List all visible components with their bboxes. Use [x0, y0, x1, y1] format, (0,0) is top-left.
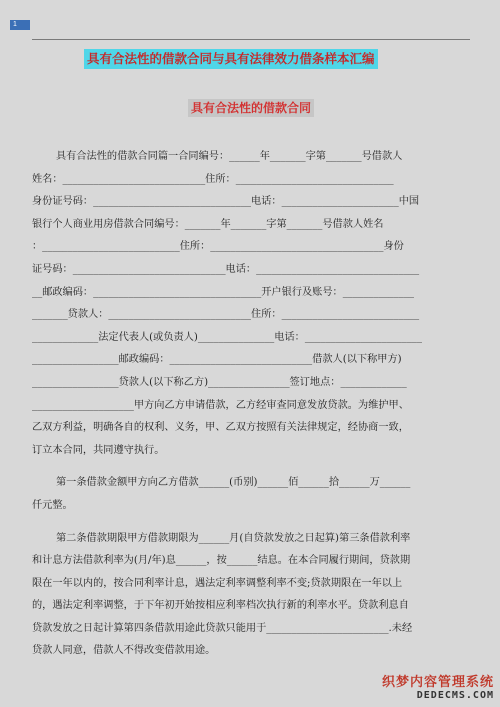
paragraph-gap	[32, 518, 468, 528]
text-line: 银行个人商业用房借款合同编号：_______年_______字第_______号借款人姓名	[32, 218, 384, 230]
text-line: 仟元整。	[32, 499, 73, 511]
text-line: 身份证号码：_______________________________电话：_______________________中国	[32, 196, 420, 208]
text-line: _____________法定代表人(或负责人)_______________电话：_______________________	[32, 331, 422, 343]
paragraph-gap	[32, 462, 468, 472]
text-line: 乙双方利益，明确各自的权利、义务，甲、乙双方按照有关法律规定，经协商一致，	[32, 422, 409, 434]
text-line: 订立本合同，共同遵守执行。	[32, 444, 165, 456]
text-line: _________________邮政编码：____________________________借款人(以下称甲方)	[32, 354, 402, 366]
text-line: _______贷款人：____________________________住所：___________________________	[32, 309, 420, 321]
section-title: 具有合法性的借款合同	[188, 99, 314, 117]
text-line: 贷款发放之日起计算第四条借款用途此贷款只能用于________________________.未经	[32, 622, 413, 634]
text-line: 姓名：____________________________住所：_______________________________	[32, 173, 394, 185]
page-number-badge: 1	[10, 20, 30, 30]
watermark-logo	[382, 671, 494, 701]
document-title: 具有合法性的借款合同与具有法律效力借条样本汇编	[84, 49, 378, 69]
text-line: 贷款人同意，借款人不得改变借款用途。	[32, 645, 216, 657]
text-line: 第二条借款期限甲方借款期限为______月(自贷款发放之日起算)第三条借款利率	[56, 532, 411, 544]
text-line: 的，遇法定利率调整，于下年初开始按相应利率档次执行新的利率水平。贷款利息自	[32, 600, 409, 612]
text-line: ：___________________________住所：__________________________________身份	[32, 241, 404, 253]
text-line: 和计息方法借款利率为(月/年)息______，按______结息。在本合同履行期间，贷款期	[32, 555, 411, 567]
header-rule	[32, 39, 470, 40]
text-line: 证号码：______________________________电话：________________________________	[32, 263, 420, 275]
text-line: 限在一年以内的，按合同利率计息，遇法定利率调整利率不变;贷款期限在一年以上	[32, 577, 403, 589]
text-line: 第一条借款金额甲方向乙方借款______(币别)______佰______拾______万______	[56, 477, 411, 489]
text-line: ____________________甲方向乙方申请借款，乙方经审查同意发放贷款。为维护甲、	[32, 399, 409, 411]
text-line: __邮政编码：_________________________________开户银行及账号：______________	[32, 286, 415, 298]
contract-body	[32, 146, 468, 663]
text-line: 具有合法性的借款合同篇一合同编号：______年_______字第_______号借款人	[56, 151, 403, 162]
text-line: _________________贷款人(以下称乙方)________________签订地点：_____________	[32, 376, 407, 388]
watermark-url: DEDECMS.COM	[416, 690, 494, 701]
watermark-title: 织梦内容管理系统	[381, 675, 494, 690]
